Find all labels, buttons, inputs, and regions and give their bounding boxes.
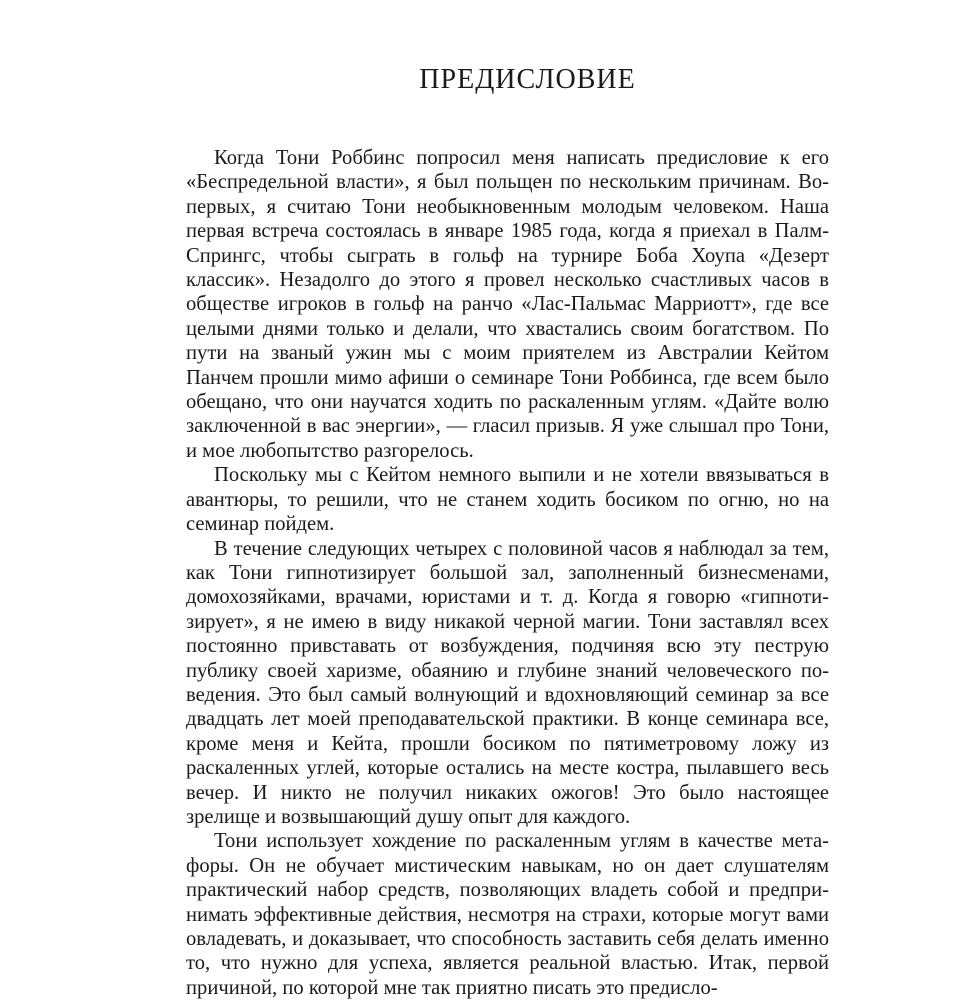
paragraph: В течение следующих четырех с половиной часов я наблюдал за тем, как Тони гипнотизирует большой зал, заполненный бизнесменами, домохозяйками, врачами, юристами и т. д. Когда я говорю «гипнотизирует», я не имею в виду никакой черной магии. Тони заставлял всех постоянно привставать от возбуждения, подчиняя всю эту пеструю публику своей харизме, обаянию и глубине знаний человеческого поведения. Это был самый волнующий и вдохновляющий семинар за все двадцать лет моей преподавательской практики. В конце семинара все, кроме меня и Кейта, прошли босиком по пятиметровому ложу из раскаленных углей, которые остались на месте костра, пылавшего весь вечер. И никто не получил никаких ожогов! Это было настоящее зрелище и возвышающий душу опыт для каждого. xyxy=(186,537,829,828)
page-title: ПРЕДИСЛОВИЕ xyxy=(419,64,636,95)
body-text xyxy=(186,146,829,1000)
book-page xyxy=(186,60,829,1000)
paragraph: Поскольку мы с Кейтом немного выпили и не хотели ввязываться в авантюры, то решили, что не станем ходить босиком по огню, но на семинар пойдем. xyxy=(186,464,829,536)
paragraph: Тони использует хождение по раскаленным углям в качестве метафоры. Он не обучает мистическим навыкам, но он дает слушателям практический набор средств, позволяющих владеть собой и предпринимать эффективные действия, несмотря на страхи, которые могут вами овладевать, и доказывает, что способность заставить себя делать именно то, что нужно для успеха, является реальной властью. Итак, первой причиной, по которой мне так приятно писать это предисло- xyxy=(186,830,829,999)
paragraph: Когда Тони Роббинс попросил меня написать предисловие к его «Беспредельной власти», я был польщен по нескольким причинам. Во-первых, я считаю Тони необыкновенным молодым человеком. Наша первая встреча состоялась в январе 1985 года, когда я приехал в Палм-Спрингс, чтобы сыграть в гольф на турнире Боба Хоупа «Дезерт классик». Незадолго до этого я провел несколько счастливых часов в обществе игроков в гольф на ранчо «Лас-Пальмас Марриотт», где все целыми днями только и делали, что хвастались своим богатством. По пути на званый ужин мы с моим приятелем из Австралии Кейтом Панчем прошли мимо афиши о семинаре Тони Роббинса, где всем было обещано, что они научатся ходить по раскаленным углям. «Дайте волю заключенной в вас энергии», — гласил призыв. Я уже слышал про Тони, и мое любопытство разгорелось. xyxy=(186,147,829,462)
